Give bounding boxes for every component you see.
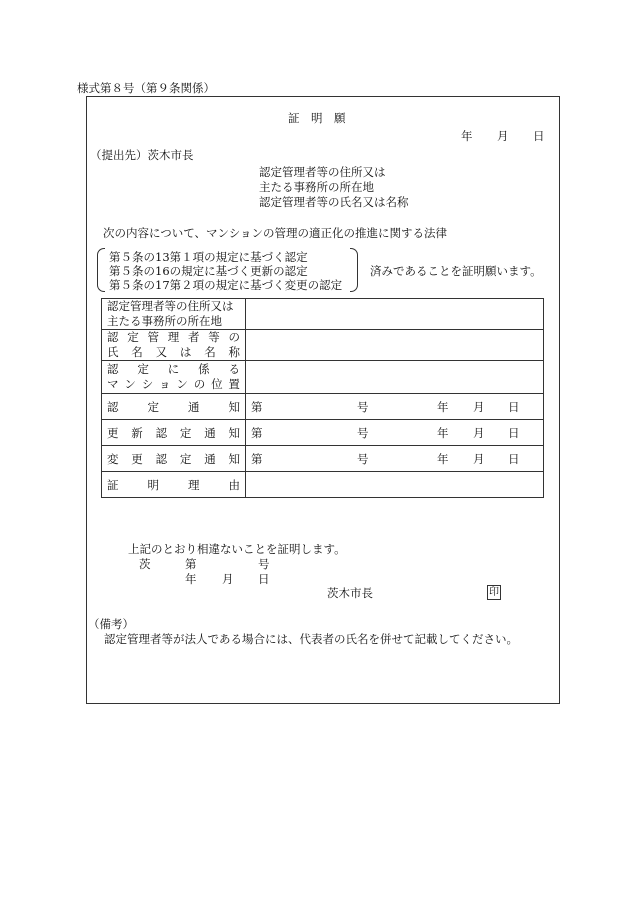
label-char: 定 xyxy=(147,399,159,414)
label-char: の xyxy=(193,377,206,391)
applicant-address-label-2: 主たる事務所の所在地 xyxy=(259,180,374,194)
table-row xyxy=(102,299,544,330)
label-char: 由 xyxy=(228,477,240,492)
date-day: 日 xyxy=(533,129,545,143)
label-char: 定 xyxy=(127,330,139,344)
label-char: る xyxy=(228,362,240,376)
year-label: 年 xyxy=(437,425,449,440)
label-char: 通 xyxy=(204,425,216,440)
address-label-line: 認定管理者等の住所又は xyxy=(107,299,234,313)
option-item: 第５条の13第１項の規定に基づく認定 xyxy=(109,250,308,264)
address-value-cell xyxy=(246,299,544,330)
year-label: 年 xyxy=(437,451,449,466)
location-label-cell xyxy=(102,361,246,394)
go-label: 号 xyxy=(357,425,369,440)
label-char: 定 xyxy=(179,451,192,466)
name-label-cell xyxy=(102,330,246,361)
cert-day: 日 xyxy=(258,572,270,586)
year-label: 年 xyxy=(437,399,449,414)
label-char: 認 xyxy=(155,451,168,466)
table-row xyxy=(102,361,544,394)
label-char: 係 xyxy=(198,362,210,376)
notice-label-cell xyxy=(102,446,246,472)
dai-label: 第 xyxy=(251,399,263,414)
label-char: 名 xyxy=(131,345,143,359)
label-char: 変 xyxy=(107,451,119,466)
certificate-info-table xyxy=(101,298,544,498)
notice-label-cell xyxy=(102,420,246,446)
location-value-cell xyxy=(246,361,544,394)
label-char: 等 xyxy=(208,330,220,344)
notes-text: 認定管理者等が法人である場合には、代表者の氏名を併せて記載してください。 xyxy=(104,632,518,646)
table-row xyxy=(102,472,544,498)
label-char: ン xyxy=(176,377,188,391)
label-char: 認 xyxy=(107,330,119,344)
reason-value-cell xyxy=(246,472,544,498)
left-bracket xyxy=(97,248,105,292)
address-label-cell xyxy=(102,299,246,330)
label-char: 置 xyxy=(228,377,240,391)
notice-label-cell xyxy=(102,394,246,420)
label-char: に xyxy=(167,362,180,376)
label-char: 認 xyxy=(107,399,119,414)
label-char: シ xyxy=(141,377,154,391)
label-char: 名 xyxy=(204,345,216,359)
certification-statement: 上記のとおり相違ないことを証明します。 xyxy=(128,542,346,556)
go-label: 号 xyxy=(357,451,369,466)
label-char: 通 xyxy=(188,399,200,414)
label-char: 明 xyxy=(147,477,159,492)
reason-label-cell xyxy=(102,472,246,498)
label-char: 新 xyxy=(131,425,143,440)
address-label-line: 主たる事務所の所在地 xyxy=(107,314,222,328)
intro-text: 次の内容について、マンションの管理の適正化の推進に関する法律 xyxy=(103,226,448,240)
form-number: 様式第８号（第９条関係） xyxy=(77,81,215,95)
label-char: 知 xyxy=(228,425,240,440)
notes-heading: （備考） xyxy=(88,617,134,631)
label-char: マ xyxy=(107,377,119,391)
label-char: 定 xyxy=(179,425,192,440)
label-char: 知 xyxy=(228,451,240,466)
go-label: 号 xyxy=(357,399,369,414)
label-char: 通 xyxy=(204,451,216,466)
cert-go: 号 xyxy=(258,557,270,571)
label-char: 者 xyxy=(188,330,200,344)
addressee: （提出先）茨木市長 xyxy=(90,148,194,162)
applicant-address-label-1: 認定管理者等の住所又は xyxy=(259,165,386,179)
form-title: 証 明 願 xyxy=(288,111,346,125)
label-char: 更 xyxy=(107,425,119,440)
request-suffix: 済みであることを証明願います。 xyxy=(370,264,542,278)
label-char: 理 xyxy=(188,477,200,492)
label-char: 氏 xyxy=(107,345,119,359)
right-bracket xyxy=(350,248,358,292)
label-char: 定 xyxy=(137,362,149,376)
table-row xyxy=(102,420,544,446)
label-char: 称 xyxy=(228,345,240,359)
label-char: ョ xyxy=(159,377,171,391)
table-row xyxy=(102,394,544,420)
label-char: 証 xyxy=(107,477,119,492)
day-label: 日 xyxy=(508,399,520,414)
cert-month: 月 xyxy=(222,572,234,586)
month-label: 月 xyxy=(473,399,485,414)
label-char: 認 xyxy=(107,362,119,376)
label-char: 理 xyxy=(167,330,180,344)
label-char: の xyxy=(228,330,240,344)
table-row xyxy=(102,446,544,472)
option-item: 第５条の17第２項の規定に基づく変更の認定 xyxy=(109,278,343,292)
name-value-cell xyxy=(246,330,544,361)
month-label: 月 xyxy=(473,425,485,440)
month-label: 月 xyxy=(473,451,485,466)
option-item: 第５条の16の規定に基づく更新の認定 xyxy=(109,264,308,278)
label-char: は xyxy=(179,345,192,359)
date-year: 年 xyxy=(461,129,473,143)
notice-value-cell xyxy=(246,394,544,420)
dai-label: 第 xyxy=(251,425,263,440)
label-char: 位 xyxy=(211,377,223,391)
dai-label: 第 xyxy=(251,451,263,466)
cert-dai: 第 xyxy=(185,557,197,571)
notice-value-cell xyxy=(246,420,544,446)
label-char: 又 xyxy=(155,345,168,359)
day-label: 日 xyxy=(508,425,520,440)
label-char: ン xyxy=(124,377,136,391)
cert-ibaraki: 茨 xyxy=(139,557,151,571)
label-char: 認 xyxy=(155,425,168,440)
label-char: 知 xyxy=(228,399,240,414)
date-month: 月 xyxy=(497,129,509,143)
notice-value-cell xyxy=(246,446,544,472)
day-label: 日 xyxy=(508,451,520,466)
table-row xyxy=(102,330,544,361)
label-char: 更 xyxy=(131,451,143,466)
label-char: 管 xyxy=(147,330,159,344)
applicant-name-label: 認定管理者等の氏名又は名称 xyxy=(259,195,409,209)
cert-issuer: 茨木市長 xyxy=(327,586,373,600)
seal-mark: 印 xyxy=(489,587,499,598)
cert-year: 年 xyxy=(185,572,197,586)
